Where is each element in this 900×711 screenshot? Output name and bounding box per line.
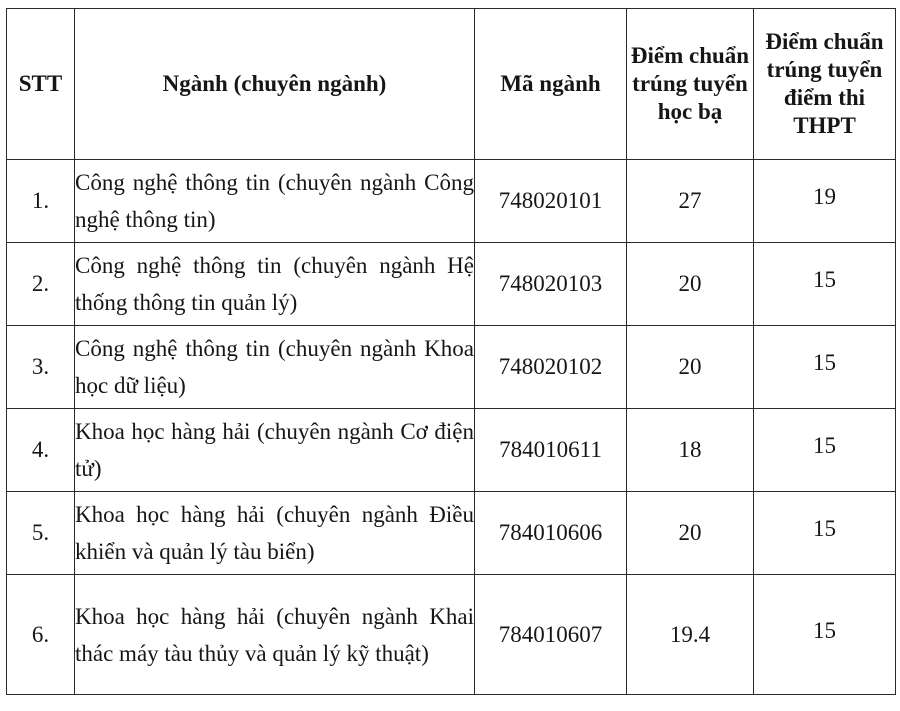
cell-score-thpt bbox=[754, 243, 896, 326]
header-major-code: Mã ngành bbox=[475, 9, 627, 160]
score-thpt-value: 15 bbox=[813, 433, 836, 458]
cell-major-code: 784010611 bbox=[475, 409, 627, 492]
cell-score-hocba: 27 bbox=[627, 160, 754, 243]
cell-score-hocba: 20 bbox=[627, 492, 754, 575]
table-row bbox=[7, 243, 896, 326]
cell-major: Khoa học hàng hải (chuyên ngành Điều khiển và quản lý tàu biển) bbox=[75, 492, 475, 575]
header-stt: STT bbox=[7, 9, 75, 160]
header-score-hocba: Điểm chuẩn trúng tuyển học bạ bbox=[627, 9, 754, 160]
table-row bbox=[7, 160, 896, 243]
table-row bbox=[7, 326, 896, 409]
header-score-thpt: Điểm chuẩn trúng tuyển điểm thi THPT bbox=[754, 9, 896, 160]
table-row bbox=[7, 575, 896, 695]
cell-major: Khoa học hàng hải (chuyên ngành Cơ điện tử) bbox=[75, 409, 475, 492]
cell-score-hocba: 18 bbox=[627, 409, 754, 492]
cell-stt: 5. bbox=[7, 492, 75, 575]
cell-score-thpt bbox=[754, 160, 896, 243]
score-thpt-value: 19 bbox=[813, 184, 836, 209]
cell-stt: 6. bbox=[7, 575, 75, 695]
table-body bbox=[7, 160, 896, 695]
cell-major-code: 748020103 bbox=[475, 243, 627, 326]
cell-major: Công nghệ thông tin (chuyên ngành Khoa học dữ liệu) bbox=[75, 326, 475, 409]
table-row bbox=[7, 409, 896, 492]
cell-score-thpt bbox=[754, 492, 896, 575]
score-thpt-value: 15 bbox=[813, 516, 836, 541]
admission-score-table bbox=[6, 8, 896, 695]
table-header bbox=[7, 9, 896, 160]
cell-major: Công nghệ thông tin (chuyên ngành Hệ thống thông tin quản lý) bbox=[75, 243, 475, 326]
cell-major-code: 748020102 bbox=[475, 326, 627, 409]
cell-score-thpt bbox=[754, 326, 896, 409]
cell-score-hocba: 19.4 bbox=[627, 575, 754, 695]
table-row bbox=[7, 492, 896, 575]
cell-stt: 1. bbox=[7, 160, 75, 243]
cell-score-thpt bbox=[754, 409, 896, 492]
cell-stt: 4. bbox=[7, 409, 75, 492]
score-thpt-value: 15 bbox=[813, 350, 836, 375]
cell-major-code: 748020101 bbox=[475, 160, 627, 243]
cell-score-thpt bbox=[754, 575, 896, 695]
cell-stt: 3. bbox=[7, 326, 75, 409]
cell-major: Công nghệ thông tin (chuyên ngành Công nghệ thông tin) bbox=[75, 160, 475, 243]
cell-major-code: 784010607 bbox=[475, 575, 627, 695]
header-row bbox=[7, 9, 896, 160]
header-major: Ngành (chuyên ngành) bbox=[75, 9, 475, 160]
score-thpt-value: 15 bbox=[813, 617, 836, 643]
cell-stt: 2. bbox=[7, 243, 75, 326]
cell-major-code: 784010606 bbox=[475, 492, 627, 575]
score-thpt-value: 15 bbox=[813, 267, 836, 292]
cell-major: Khoa học hàng hải (chuyên ngành Khai thác máy tàu thủy và quản lý kỹ thuật) bbox=[75, 575, 475, 695]
cell-score-hocba: 20 bbox=[627, 326, 754, 409]
cell-score-hocba: 20 bbox=[627, 243, 754, 326]
